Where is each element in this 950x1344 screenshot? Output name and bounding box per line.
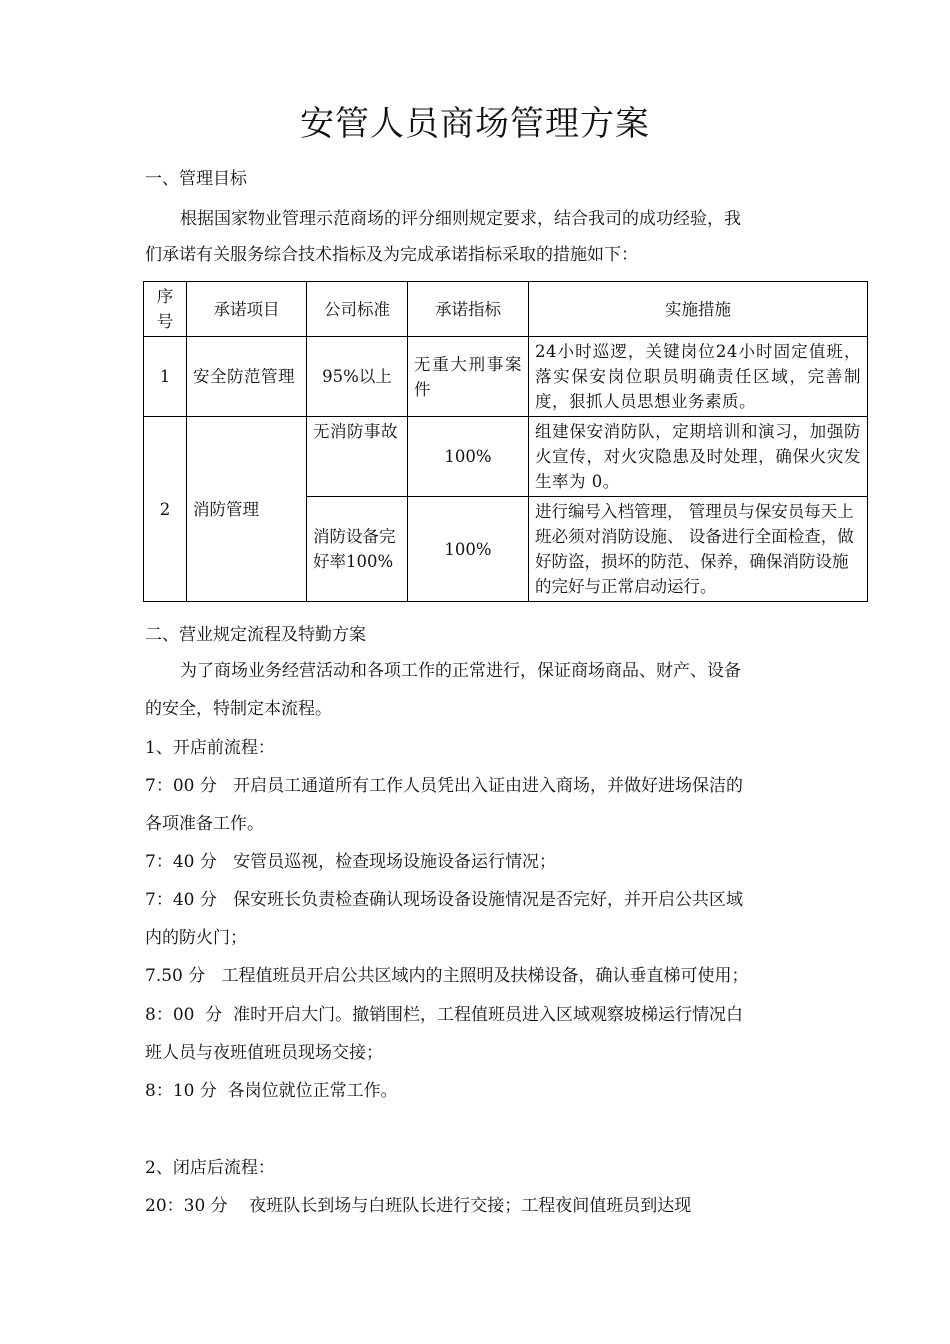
row2-item: 消防管理 xyxy=(187,417,307,602)
row2b-measure: 进行编号入档管理， 管理员与保安员每天上班必须对消防设施、 设备进行全面检查，做好防盗，损坏的防范、保养，确保消防设施的完好与正常启动运行。 xyxy=(529,497,868,602)
section2-paragraph-line2: 的安全，特制定本流程。 xyxy=(145,699,332,719)
close-step-line: 20：30 分 夜班队长到场与白班队长进行交接；工程夜间值班员到达现 xyxy=(145,1196,692,1216)
row2a-target: 100% xyxy=(408,417,529,497)
open-step-line: 班人员与夜班值班员现场交接； xyxy=(145,1043,383,1063)
document-title: 安管人员商场管理方案 xyxy=(300,104,650,144)
section1-paragraph-line1: 根据国家物业管理示范商场的评分细则规定要求，结合我司的成功经验，我 xyxy=(180,209,741,229)
open-step-line: 8：00 分 准时开启大门。撤销围栏，工程值班员进入区域观察坡梯运行情况白 xyxy=(145,1005,744,1025)
row1-item: 安全防范管理 xyxy=(187,337,307,417)
section2-heading: 二、营业规定流程及特勤方案 xyxy=(145,625,366,645)
open-step-line: 7：40 分 安管员巡视，检查现场设施设备运行情况； xyxy=(145,852,557,872)
row2a-standard: 无消防事故 xyxy=(307,417,408,497)
open-step-line: 7：40 分 保安班长负责检查确认现场设备设施情况是否完好，并开启公共区域 xyxy=(145,890,744,910)
open-step-line: 8：10 分 各岗位就位正常工作。 xyxy=(145,1081,398,1101)
open-step-line: 7：00 分 开启员工通道所有工作人员凭出入证由进入商场，并做好进场保洁的 xyxy=(145,776,744,796)
commitment-table xyxy=(143,281,868,602)
header-standard: 公司标准 xyxy=(307,282,408,337)
table-header-row xyxy=(144,282,868,337)
row1-target: 无重大刑事案件 xyxy=(408,337,529,417)
header-no: 序号 xyxy=(144,282,187,337)
header-measure: 实施措施 xyxy=(529,282,868,337)
row1-measure: 24小时巡逻，关键岗位24小时固定值班，落实保安岗位职员明确责任区域，完善制度，狠抓人员思想业务素质。 xyxy=(529,337,868,417)
header-target: 承诺指标 xyxy=(408,282,529,337)
table-row xyxy=(144,337,868,417)
row1-standard: 95%以上 xyxy=(307,337,408,417)
row2-no: 2 xyxy=(144,417,187,602)
section1-heading: 一、管理目标 xyxy=(145,169,247,189)
open-step-line: 7.50 分 工程值班员开启公共区域内的主照明及扶梯设备，确认垂直梯可使用； xyxy=(145,966,749,986)
row1-no: 1 xyxy=(144,337,187,417)
row2b-standard: 消防设备完好率100% xyxy=(307,497,408,602)
table-row xyxy=(144,417,868,497)
open-step-line: 各项准备工作。 xyxy=(145,814,264,834)
section2-paragraph-line1: 为了商场业务经营活动和各项工作的正常进行，保证商场商品、财产、设备 xyxy=(180,661,741,681)
close-procedure-heading: 2、闭店后流程： xyxy=(145,1158,275,1178)
open-procedure-heading: 1、开店前流程： xyxy=(145,738,275,758)
section1-paragraph-line2: 们承诺有关服务综合技术指标及为完成承诺指标采取的措施如下： xyxy=(145,245,638,265)
row2a-measure: 组建保安消防队，定期培训和演习，加强防火宣传，对火灾隐患及时处理，确保火灾发生率为 0。 xyxy=(529,417,868,497)
open-step-line: 内的防火门； xyxy=(145,928,247,948)
header-item: 承诺项目 xyxy=(187,282,307,337)
row2b-target: 100% xyxy=(408,497,529,602)
